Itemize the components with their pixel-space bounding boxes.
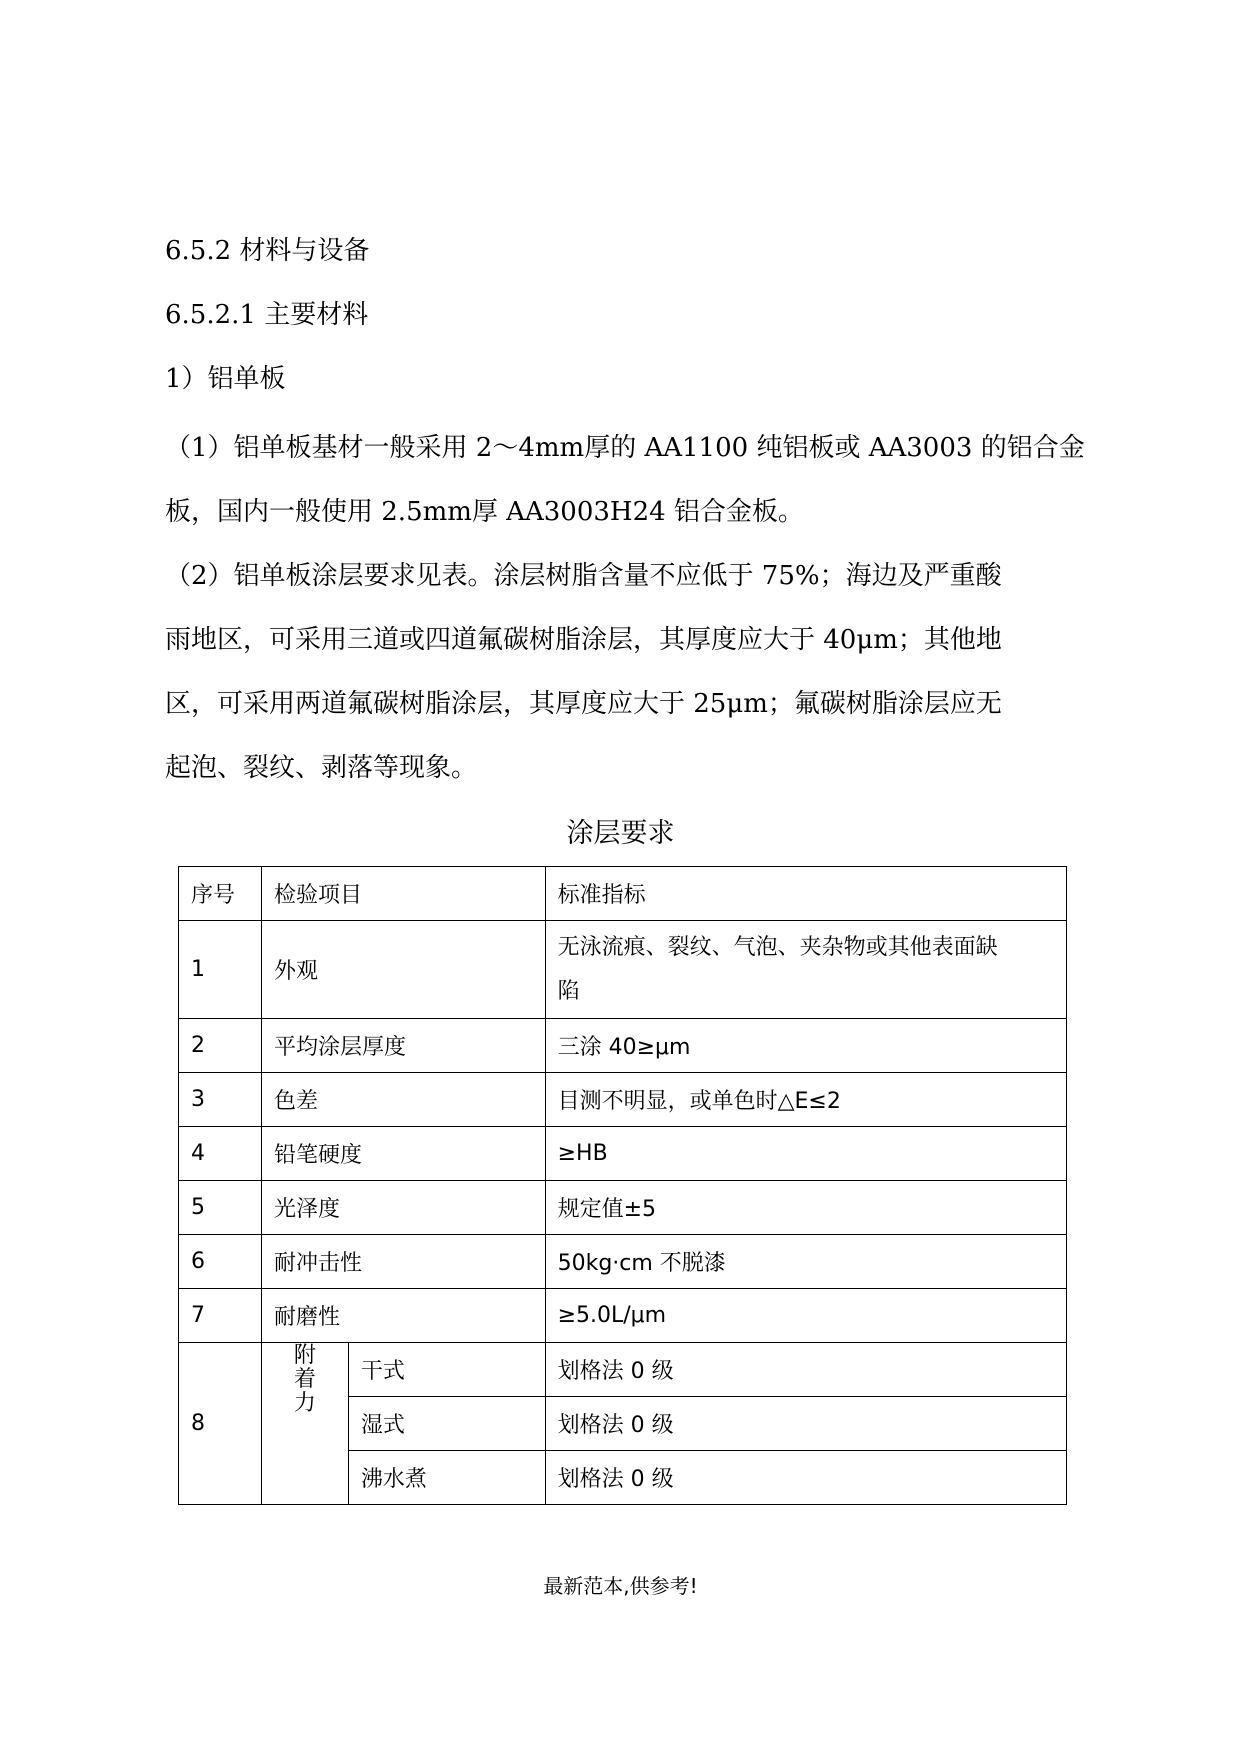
row-item: 平均涂层厚度 [261, 1019, 545, 1073]
table-row [179, 1181, 1067, 1235]
row-standard: 三涂 40≥μm [545, 1019, 1066, 1073]
adhesion-group-label [261, 1343, 348, 1505]
row-standard [545, 921, 1066, 1019]
row-standard: 划格法 0 级 [545, 1451, 1066, 1505]
table-title: 涂层要求 [566, 818, 675, 849]
row-item: 湿式 [348, 1397, 545, 1451]
table-row [179, 921, 1067, 1019]
header-no: 序号 [179, 867, 262, 921]
page-footer: 最新范本,供参考! [543, 1574, 698, 1598]
row-standard: ≥5.0L/μm [545, 1289, 1066, 1343]
adhesion-label-char: 着 [293, 1367, 316, 1392]
row-item: 色差 [261, 1073, 545, 1127]
section-heading-6-5-2: 6.5.2 材料与设备 [165, 236, 370, 266]
paragraph-line: （1）铝单板基材一般采用 2～4mm厚的 AA1100 纯铝板或 AA3003 的铝合金 [165, 433, 1085, 463]
table-row [179, 1019, 1067, 1073]
coating-requirements-table [178, 866, 1067, 1505]
row-item: 耐冲击性 [261, 1235, 545, 1289]
header-item: 检验项目 [261, 867, 545, 921]
row-standard: 划格法 0 级 [545, 1343, 1066, 1397]
row-standard: 50kg·cm 不脱漆 [545, 1235, 1066, 1289]
table-row [179, 1127, 1067, 1181]
row-standard: ≥HB [545, 1127, 1066, 1181]
row-no: 2 [179, 1019, 262, 1073]
row-standard: 规定值±5 [545, 1181, 1066, 1235]
paragraph-coating-requirements [165, 544, 1095, 800]
row-no: 8 [179, 1343, 262, 1505]
table-header-row [179, 867, 1067, 921]
row-item: 干式 [348, 1343, 545, 1397]
table-row-adhesion-dry [179, 1343, 1067, 1397]
paragraph-line: 起泡、裂纹、剥落等现象。 [165, 753, 478, 783]
paragraph-line: 雨地区，可采用三道或四道氟碳树脂涂层，其厚度应大于 40μm；其他地 [165, 625, 1002, 655]
table-row [179, 1289, 1067, 1343]
row-item: 铅笔硬度 [261, 1127, 545, 1181]
row-no: 3 [179, 1073, 262, 1127]
row-no: 5 [179, 1181, 262, 1235]
row-item: 外观 [261, 921, 545, 1019]
section-heading-6-5-2-1: 6.5.2.1 主要材料 [165, 300, 369, 330]
row-no: 1 [179, 921, 262, 1019]
standard-line: 无泳流痕、裂纹、气泡、夹杂物或其他表面缺 [557, 934, 998, 960]
paragraph-base-material [165, 416, 1095, 544]
row-no: 7 [179, 1289, 262, 1343]
table-row [179, 1073, 1067, 1127]
standard-line: 陷 [557, 978, 580, 1004]
row-standard: 划格法 0 级 [545, 1397, 1066, 1451]
item-heading-aluminum-panel: 1）铝单板 [165, 364, 286, 394]
row-standard: 目测不明显，或单色时△E≤2 [545, 1073, 1066, 1127]
adhesion-label-char: 附 [293, 1343, 316, 1368]
adhesion-label-char: 力 [293, 1391, 316, 1416]
row-no: 4 [179, 1127, 262, 1181]
row-item: 沸水煮 [348, 1451, 545, 1505]
row-item: 光泽度 [261, 1181, 545, 1235]
row-item: 耐磨性 [261, 1289, 545, 1343]
table-row [179, 1235, 1067, 1289]
paragraph-line: 区，可采用两道氟碳树脂涂层，其厚度应大于 25μm；氟碳树脂涂层应无 [165, 689, 1002, 719]
header-standard: 标准指标 [545, 867, 1066, 921]
row-no: 6 [179, 1235, 262, 1289]
paragraph-line: （2）铝单板涂层要求见表。涂层树脂含量不应低于 75%；海边及严重酸 [165, 561, 1002, 591]
paragraph-line: 板，国内一般使用 2.5mm厚 AA3003H24 铝合金板。 [165, 497, 804, 527]
